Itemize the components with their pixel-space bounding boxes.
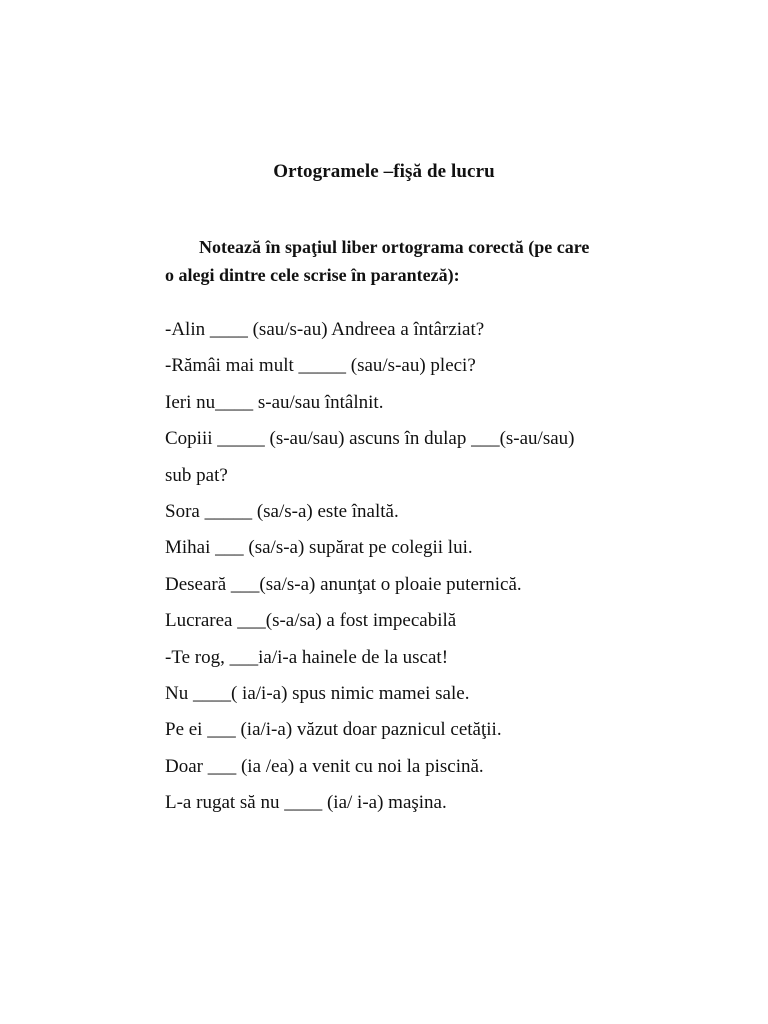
exercise-line: Mihai ___ (sa/s-a) supărat pe colegii lui. [165,537,473,559]
exercise-line: Lucrarea ___(s-a/sa) a fost impecabilă [165,610,457,632]
exercise-line: Ieri nu____ s-au/sau întâlnit. [165,391,384,413]
page-title: Ortogramele –fişă de lucru [273,161,495,182]
instruction-line-2: o alegi dintre cele scrise în paranteză): [165,265,460,285]
exercise-line: -Te rog, ___ia/i-a hainele de la uscat! [165,646,449,668]
exercise-line: Copiii _____ (s-au/sau) ascuns în dulap ___(s-au/sau) [165,428,575,450]
exercise-line: Nu ____( ia/i-a) spus nimic mamei sale. [165,682,470,704]
exercise-line: -Alin ____ (sau/s-au) Andreea a întârziat? [165,319,485,340]
exercise-line: sub pat? [165,464,228,486]
exercise-line: Doar ___ (ia /ea) a venit cu noi la piscină. [165,755,484,777]
exercise-line: Sora _____ (sa/s-a) este înaltă. [165,500,399,522]
exercise-list [165,315,574,824]
instruction-line-1: Notează în spaţiul liber ortograma corectă (pe care [199,237,590,257]
exercise-line: -Rămâi mai mult _____ (sau/s-au) pleci? [165,355,476,377]
exercise-line: Pe ei ___ (ia/i-a) văzut doar paznicul cetăţii. [165,719,502,741]
exercise-line: L-a rugat să nu ____ (ia/ i-a) maşina. [165,792,447,814]
exercise-line: Deseară ___(sa/s-a) anunţat o ploaie puternică. [165,573,522,595]
instructions [165,233,635,289]
